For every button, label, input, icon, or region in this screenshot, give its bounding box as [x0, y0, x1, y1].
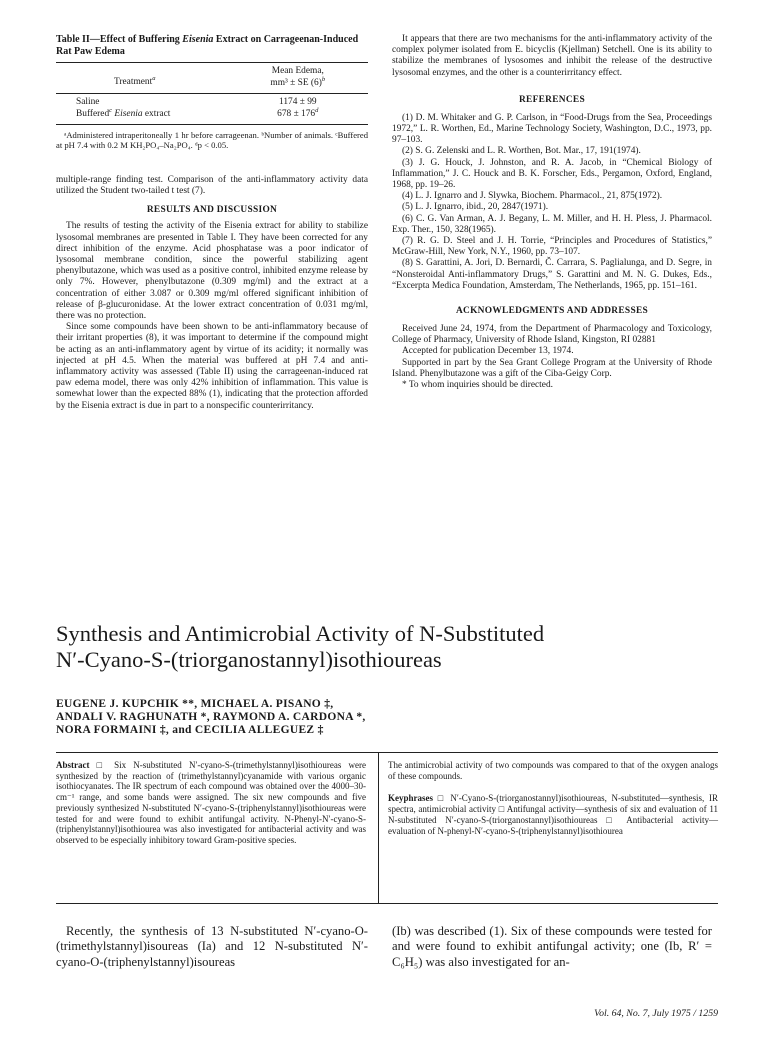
left-column-text [56, 175, 368, 412]
reference-item: (5) L. J. Ignarro, ibid., 20, 2847(1971). [402, 202, 549, 213]
table-row: Buffered$^c$ Eisenia extract $678 \pm 176^d$ [76, 106, 319, 119]
article-title [56, 621, 716, 673]
table-rows [56, 97, 368, 120]
table-row: Saline 1174 ± 99 [76, 97, 317, 107]
results-paragraph-1: The results of testing the activity of the Eisenia extract for ability to stabilize lysosomal membranes are presented in Table I. They have been corrected for any direct inhibition of the enzyme. Acid phosphatase was a poor indicator of lysosomal membrane condition, since the powerful stabilizing agent phenylbutazone, which was used as a positive control, inhibited enzyme release by only 7%. However, phenylbutazone (0.309 mg/ml) and the extract at a concentration of either 3.087 or 0.309 mg/ml offered significant inhibition of release of β-glucuronidase. At the lower extract concentration of 0.031 mg/ml, there was no protection. [56, 221, 368, 322]
reference-item: (8) S. Garattini, A. Jori, D. Bernardi, Č. Carrara, S. Paglialunga, and D. Segre, in “Nonsteroidal Anti-inflammatory Drugs,” S. Garattini and M. N. G. Dukes, Eds., “Excerpta Medica Foundation, Amsterdam, The Netherlands, 1965, pp. 151–161. [392, 258, 712, 291]
reference-item: (4) L. J. Ignarro and J. Slywka, Biochem. Pharmacol., 21, 875(1972). [402, 191, 663, 202]
reference-item: (2) S. G. Zelenski and L. R. Worthen, Bot. Mar., 17, 191(1974). [402, 146, 641, 157]
references-list [392, 113, 712, 292]
abstract-text: Abstract □ Six N-substituted N′-cyano-S-(trimethylstannyl)isothioureas were synthesized by the reaction of (trimethylstannyl)cyanamide with various organic isothiocyanates. The IR spectrum of each compound was obtained over the 4000–30-cm⁻¹ range, and some bands were assigned. The six new compounds and five previously synthesized N-substituted N′-cyano-S-(triphenylstannyl)isothioureas were tested for and were found to exhibit antifungal activity. N-Phenyl-N′-cyano-S-(triphenylstannyl)isothiourea was also investigated for antibacterial activity and was observed to be especially inhibitory toward Gram-positive species. [56, 760, 367, 845]
support-text: Supported in part by the Sea Grant College Program at the University of Rhode Island. Phenylbutazone was a gift of the Ciba-Geigy Corp. [392, 357, 712, 379]
col-header-edema: Mean Edema, mm³ ± SE $(6)^b$ [270, 66, 326, 88]
abstract-box [56, 752, 718, 904]
table-footnote: ᵃAdministered intraperitoneally 1 hr before carrageenan. ᵇNumber of animals. ᶜBuffered at pH 7.4 with 0.2 M KH₂PO₄–Na₂PO₄. ᵈp < 0.05. [56, 130, 368, 151]
received-text: Received June 24, 1974, from the Department of Pharmacology and Toxicology, College of Pharmacy, University of Rhode Island, Kingston, RI 02881 [392, 324, 712, 346]
page-footer-citation: Vol. 64, No. 7, July 1975 / 1259 [594, 1008, 718, 1019]
reference-item: (7) R. G. D. Steel and J. H. Torrie, “Principles and Procedures of Statistics,” McGraw-Hill, New York, N.Y., 1960, pp. 73–107. [392, 236, 712, 258]
author-line: NORA FORMAINI ‡, and CECILIA ALLEGUEZ ‡ [56, 724, 324, 736]
table-body [56, 66, 368, 89]
reference-item: (1) D. M. Whitaker and G. P. Carlson, in “Food-Drugs from the Sea, Proceedings 1972,” L. R. Worthen, Ed., Marine Technology Society, Washington, D.C., 1973, pp. 97–103. [392, 112, 712, 146]
acknowledgments-heading: ACKNOWLEDGMENTS AND ADDRESSES [455, 306, 649, 317]
reference-item: (3) J. G. Houck, J. Johnston, and R. A. Jacob, in “Chemical Biology of Inflammation,” J. C. Houck and B. K. Forscher, Eds., Pergamon, Oxford, England, 1968, pp. 19–26. [392, 157, 712, 191]
references-heading: REFERENCES [518, 94, 586, 105]
body-right-column [392, 924, 712, 970]
author-line: EUGENE J. KUPCHIK **, MICHAEL A. PISANO ‡, [56, 698, 334, 710]
results-heading: RESULTS AND DISCUSSION [146, 205, 278, 216]
accepted-text: Accepted for publication December 13, 1974. [402, 346, 574, 357]
table-title: Table II—Effect of Buffering Eisenia Extract on Carrageenan-Induced Rat Paw Edema [56, 34, 359, 57]
article-title-line-1: Synthesis and Antimicrobial Activity of N-Substituted [56, 621, 545, 646]
abstract-right [388, 760, 718, 836]
col-header-treatment: Treatment$^a$ [114, 74, 156, 87]
body-left-column [56, 924, 368, 970]
conclusion-paragraph: It appears that there are two mechanisms for the anti-inflammatory activity of the complex polymer isolated from E. bicyclis (Kjellman) Setchell. One is its ability to stabilize the membranes of lysosomes and inhibit the release of the destructive lysosomal enzymes, and the other is a counterirritancy effect. [392, 34, 712, 78]
keyphrases: Keyphrases □ N′-Cyano-S-(triorganostannyl)isothioureas, N-substituted—synthesis, IR spectra, antimicrobial activity □ Antifungal activity—synthesis of six and evaluation of 11 N-substituted N′-cyano-S-(triorganostannyl)isothioureas □ Antibacterial activity—evaluation of N-phenyl-N′-cyano-S-(triphenylstannyl)isothiourea [388, 793, 719, 836]
reference-item: (6) C. G. Van Arman, A. J. Begany, L. M. Miller, and H. H. Pless, J. Pharmacol. Exp. Ther., 150, 328(1965). [392, 213, 712, 235]
inquiries-text: * To whom inquiries should be directed. [402, 380, 553, 391]
intro-paragraph-continued: (Ib) was described (1). Six of these compounds were tested for and were found to exhibit antifungal activity; one (Ib, R′ = C₆H₅) was also investigated for an- [392, 924, 712, 969]
intro-paragraph: Recently, the synthesis of 13 N-substituted N′-cyano-O-(trimethylstannyl)isoureas (Ia) and 12 N-substituted N′-cyano-O-(triphenylstannyl)isoureas [56, 924, 368, 969]
results-paragraph-2: Since some compounds have been shown to be anti-inflammatory because of their irritant properties (8), it was important to determine if the compound might be acting as an anti-inflammatory agent by virtue of its acidity; it normally was injected at pH 4.5. When the material was buffered at pH 7.4 and anti-inflammatory activity was assessed (Table II) using the carrageenan-induced rat paw edema model, there was only 42% inhibition of inflammation. This value is somewhat lower than the expected 88% (1), indicating that the protection afforded by the Eisenia extract is due in part to a nonspecific counterirritancy. [56, 322, 368, 411]
author-list [56, 698, 716, 737]
right-column-text [392, 34, 712, 391]
methods-end-paragraph: multiple-range finding test. Comparison of the anti-inflammatory activity data utilized the Student two-tailed t test (7). [56, 175, 368, 197]
abstract-divider [378, 753, 379, 903]
table-ii [56, 34, 368, 151]
abstract-left [56, 760, 366, 846]
author-line: ANDALI V. RAGHUNATH *, RAYMOND A. CARDONA *, [56, 711, 366, 723]
article-title-line-2: N′-Cyano-S-(triorganostannyl)isothioureas [56, 647, 442, 672]
abstract-right-text: The antimicrobial activity of two compounds was compared to that of the oxygen analogs of these compounds. [388, 760, 718, 781]
